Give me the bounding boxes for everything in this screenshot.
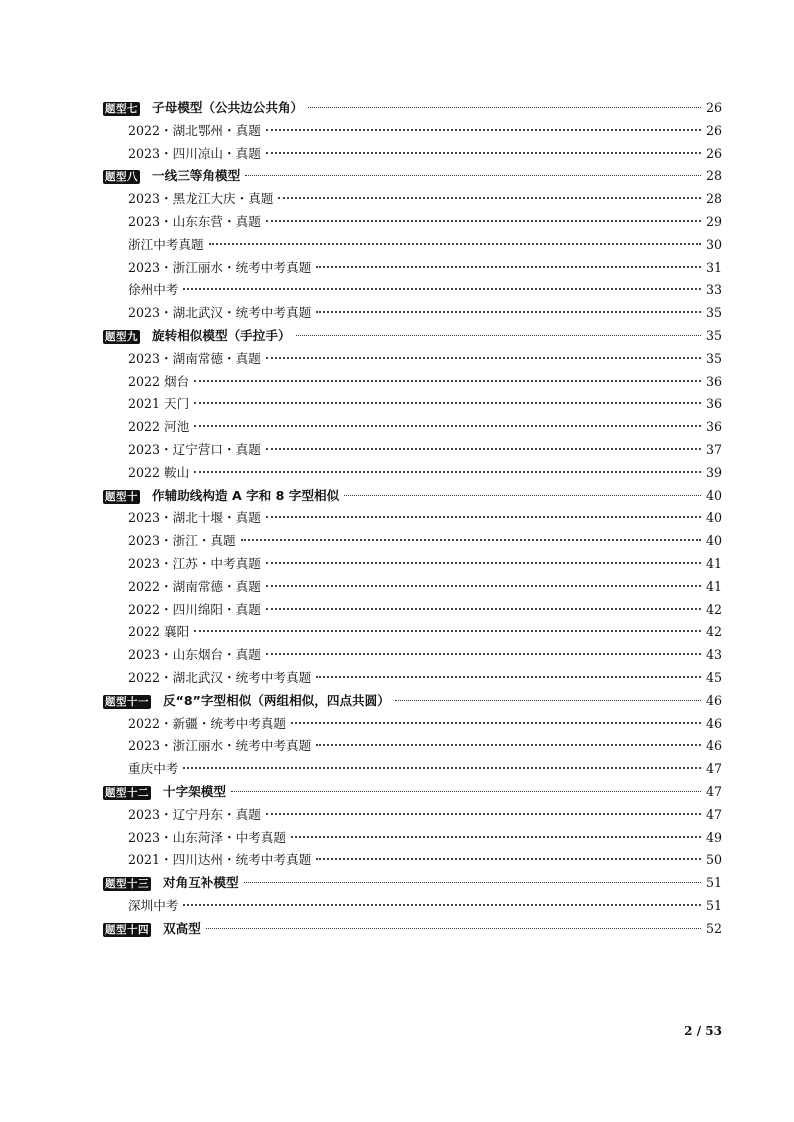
toc-page-number: 42 [705,624,722,640]
toc-page-number: 33 [705,282,722,298]
section-tag-badge: 题型七 [105,103,138,115]
toc-item-row[interactable] [103,849,722,872]
dot-leader [183,767,701,769]
toc-item-row[interactable] [103,621,722,644]
toc-page-number: 35 [705,327,722,343]
toc-page-number: 40 [705,487,722,503]
toc-item-row[interactable] [103,211,722,234]
dot-leader [278,197,701,199]
section-tag-badge: 题型十 [105,490,138,503]
dot-leader [209,243,701,245]
toc-page-number: 50 [705,852,722,868]
toc-page-number: 36 [705,396,722,412]
toc-page-number: 45 [705,669,722,685]
toc-page-number: 36 [705,373,722,389]
toc-page-number: 51 [705,897,722,913]
toc-item-row[interactable] [103,257,722,280]
toc-page-number: 46 [705,738,722,754]
dot-leader [296,335,701,336]
toc-item-row[interactable] [103,599,722,622]
section-tag-badge: 题型十三 [105,878,149,891]
toc-item-title: 2022・四川绵阳・真题 [128,601,261,617]
toc-page-number: 40 [705,533,722,549]
toc-item-title: 2022・湖北鄂州・真题 [128,122,261,138]
toc-page-number: 41 [705,578,722,594]
toc-section-row[interactable] [103,690,722,713]
section-tag-badge: 题型十一 [105,695,149,708]
toc-item-title: 2023・浙江丽水・统考中考真题 [128,259,312,275]
toc-item-row[interactable] [103,143,722,166]
dot-leader [241,539,701,541]
toc-item-title: 2023・湖北十堰・真题 [128,510,261,526]
toc-page-number: 39 [705,464,722,480]
toc-section-title: 旋转相似模型（手拉手） [152,327,291,343]
dot-leader [194,402,701,404]
toc-item-row[interactable] [103,279,722,302]
toc-item-title: 2023・辽宁营口・真题 [128,441,261,457]
toc-item-title: 2023・江苏・中考真题 [128,555,261,571]
toc-item-title: 2023・黑龙江大庆・真题 [128,191,274,207]
toc-page-number: 31 [705,259,722,275]
toc-section-title: 反“8”字型相似（两组相似，四点共圆） [163,692,390,708]
dot-leader [266,152,701,154]
toc-section-row[interactable] [103,165,722,188]
toc-page-number: 26 [705,100,722,115]
toc-page-number: 41 [705,555,722,571]
toc-item-row[interactable] [103,371,722,394]
page-separator: / [696,1024,702,1038]
toc-section-row[interactable] [103,872,722,895]
dot-leader [316,311,701,313]
toc-item-row[interactable] [103,507,722,530]
toc-item-row[interactable] [103,393,722,416]
dot-leader [266,585,701,587]
dot-leader [266,516,701,518]
dot-leader [266,220,701,222]
dot-leader [291,722,701,724]
toc-page-number: 40 [705,510,722,526]
dot-leader [316,266,701,268]
toc-item-title: 2022・湖南常德・真题 [128,578,261,594]
toc-page-number: 49 [705,829,722,845]
toc-page-number: 51 [705,875,722,891]
dot-leader [266,357,701,359]
toc-item-row[interactable] [103,416,722,439]
toc-section-row[interactable] [103,325,722,348]
dot-leader [344,495,701,496]
dot-leader [183,904,701,906]
toc-page-number: 26 [705,145,722,161]
toc-item-row[interactable] [103,462,722,485]
toc-section-row[interactable] [103,781,722,804]
toc-section-title: 双高型 [163,920,201,936]
toc-page-number: 29 [705,213,722,229]
toc-page-number: 26 [705,122,722,138]
toc-page-number: 47 [705,761,722,777]
toc-item-row[interactable] [103,758,722,781]
toc-page-number: 35 [705,350,722,366]
section-tag-badge: 题型十四 [105,923,149,936]
dot-leader [194,471,701,473]
toc-item-title: 重庆中考 [128,761,179,777]
page-number [684,1024,722,1038]
toc-item-title: 2022 襄阳 [128,624,190,640]
toc-item-title: 徐州中考 [128,282,179,298]
dot-leader [266,608,701,610]
dot-leader [395,700,701,701]
toc-item-title: 2023・山东东营・真题 [128,213,261,229]
toc-item-row[interactable] [103,827,722,850]
dot-leader [266,129,701,131]
dot-leader [266,813,701,815]
toc-item-row[interactable] [103,735,722,758]
dot-leader [316,676,701,678]
dot-leader [245,175,701,176]
toc-item-title: 2021 天门 [128,396,190,412]
toc-page-number: 47 [705,783,722,799]
dot-leader [308,107,701,108]
toc-item-title: 2023・山东菏泽・中考真题 [128,829,286,845]
toc-section-title: 十字架模型 [163,783,226,799]
section-tag-badge: 题型九 [105,330,138,343]
toc-item-title: 浙江中考真题 [128,236,204,252]
dot-leader [244,882,701,883]
toc-item-title: 2023・辽宁丹东・真题 [128,806,261,822]
toc-item-row[interactable] [103,644,722,667]
toc-section-title: 作辅助线构造 A 字和 8 字型相似 [152,487,340,503]
toc-page-number: 46 [705,715,722,731]
section-tag-badge: 题型八 [105,171,138,184]
dot-leader [183,288,701,290]
toc-item-title: 深圳中考 [128,897,179,913]
toc-item-row[interactable] [103,120,722,143]
toc-item-row[interactable] [103,553,722,576]
toc-item-row[interactable] [103,234,722,257]
toc-page-number: 37 [705,441,722,457]
toc-item-row[interactable] [103,713,722,736]
toc-section-row[interactable] [103,485,722,508]
dot-leader [194,425,701,427]
toc-item-title: 2023・山东烟台・真题 [128,647,261,663]
dot-leader [266,562,701,564]
toc-item-title: 2023・浙江丽水・统考中考真题 [128,738,312,754]
toc-item-row[interactable] [103,348,722,371]
dot-leader [291,836,701,838]
toc-item-title: 2022 烟台 [128,373,190,389]
toc-item-row[interactable] [103,188,722,211]
toc-item-row[interactable] [103,530,722,553]
toc-item-row[interactable] [103,895,722,918]
page-total: 53 [705,1024,722,1038]
toc-page-number: 42 [705,601,722,617]
dot-leader [194,630,701,632]
toc-section-title: 一线三等角模型 [152,168,241,184]
toc-section-row[interactable] [103,918,722,941]
toc-item-title: 2022・湖北武汉・统考中考真题 [128,669,312,685]
toc-page-number: 43 [705,647,722,663]
toc-section-title: 对角互补模型 [163,875,239,891]
dot-leader [316,858,701,860]
toc-page-number: 35 [705,305,722,321]
toc-item-title: 2023・浙江・真题 [128,533,236,549]
toc-page-number: 30 [705,236,722,252]
toc-item-title: 2022 鞍山 [128,464,190,480]
toc-page-number: 47 [705,806,722,822]
toc-section-row[interactable] [103,97,722,120]
toc-item-title: 2023・湖南常德・真题 [128,350,261,366]
toc-item-row[interactable] [103,667,722,690]
table-of-contents [103,97,722,940]
page-current: 2 [684,1024,693,1038]
toc-item-row[interactable] [103,804,722,827]
toc-item-title: 2022・新疆・统考中考真题 [128,715,286,731]
toc-page-number: 46 [705,692,722,708]
toc-item-row[interactable] [103,302,722,325]
toc-item-title: 2021・四川达州・统考中考真题 [128,852,312,868]
toc-page-number: 28 [705,168,722,184]
toc-item-title: 2023・湖北武汉・统考中考真题 [128,305,312,321]
dot-leader [194,380,701,382]
toc-page-number: 36 [705,419,722,435]
dot-leader [231,791,701,792]
toc-page-number: 28 [705,191,722,207]
toc-item-row[interactable] [103,439,722,462]
dot-leader [266,653,701,655]
toc-item-row[interactable] [103,576,722,599]
toc-item-title: 2023・四川凉山・真题 [128,145,261,161]
dot-leader [316,744,701,746]
dot-leader [206,928,701,929]
section-tag-badge: 题型十二 [105,786,149,799]
toc-page-number: 52 [705,920,722,936]
toc-item-title: 2022 河池 [128,419,190,435]
dot-leader [266,448,701,450]
toc-section-title: 子母模型（公共边公共角） [152,100,304,115]
